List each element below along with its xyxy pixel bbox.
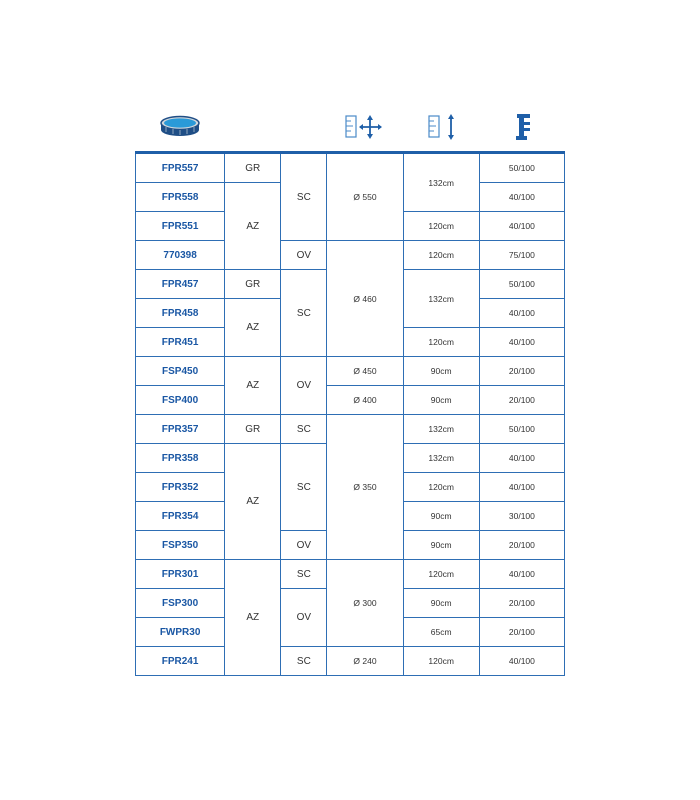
thickness-cell: 40/100	[479, 560, 564, 589]
height-cell: 132cm	[403, 444, 479, 473]
model-cell: FPR352	[136, 473, 225, 502]
model-cell: 770398	[136, 241, 225, 270]
wall-thickness-icon	[510, 112, 536, 147]
diameter-cell: Ø 300	[327, 560, 403, 647]
type-cell: SC	[281, 153, 327, 241]
diameter-width-icon	[344, 112, 384, 147]
table-row	[136, 386, 565, 415]
height-cell: 90cm	[403, 531, 479, 560]
color-cell: AZ	[225, 299, 281, 357]
color-cell: GR	[225, 270, 281, 299]
wall-height-icon	[427, 112, 459, 147]
model-cell: FWPR30	[136, 618, 225, 647]
height-cell: 132cm	[403, 415, 479, 444]
type-cell: SC	[281, 415, 327, 444]
thickness-cell: 50/100	[479, 153, 564, 183]
color-cell: AZ	[225, 560, 281, 676]
model-cell: FPR358	[136, 444, 225, 473]
model-cell: FPR301	[136, 560, 225, 589]
model-cell: FSP450	[136, 357, 225, 386]
type-cell: OV	[281, 241, 327, 270]
type-cell: OV	[281, 589, 327, 647]
model-cell: FSP350	[136, 531, 225, 560]
type-cell: SC	[281, 560, 327, 589]
thickness-cell: 20/100	[479, 531, 564, 560]
thickness-cell: 40/100	[479, 444, 564, 473]
height-cell: 132cm	[403, 153, 479, 212]
model-cell: FPR354	[136, 502, 225, 531]
table-row	[136, 357, 565, 386]
height-cell: 90cm	[403, 386, 479, 415]
color-cell: GR	[225, 153, 281, 183]
column-icon-header	[136, 112, 564, 150]
table-row	[136, 241, 565, 270]
thickness-cell: 20/100	[479, 589, 564, 618]
diameter-cell: Ø 240	[327, 647, 403, 676]
color-cell: AZ	[225, 444, 281, 560]
model-cell: FPR558	[136, 183, 225, 212]
type-cell: SC	[281, 647, 327, 676]
height-cell: 120cm	[403, 212, 479, 241]
model-cell: FPR241	[136, 647, 225, 676]
thickness-cell: 40/100	[479, 299, 564, 328]
model-cell: FPR458	[136, 299, 225, 328]
thickness-cell: 20/100	[479, 386, 564, 415]
thickness-cell: 40/100	[479, 183, 564, 212]
color-cell: AZ	[225, 357, 281, 415]
diameter-cell: Ø 550	[327, 153, 403, 241]
height-cell: 65cm	[403, 618, 479, 647]
color-cell: AZ	[225, 183, 281, 270]
table-row	[136, 415, 565, 444]
type-cell: OV	[281, 531, 327, 560]
thickness-cell: 50/100	[479, 270, 564, 299]
thickness-cell: 40/100	[479, 212, 564, 241]
type-cell: SC	[281, 444, 327, 531]
thickness-cell: 20/100	[479, 357, 564, 386]
thickness-cell: 40/100	[479, 328, 564, 357]
model-cell: FPR557	[136, 153, 225, 183]
type-cell: OV	[281, 357, 327, 415]
model-cell: FPR551	[136, 212, 225, 241]
spec-table	[135, 151, 565, 676]
height-cell: 90cm	[403, 502, 479, 531]
thickness-cell: 40/100	[479, 647, 564, 676]
thickness-cell: 40/100	[479, 473, 564, 502]
model-cell: FPR451	[136, 328, 225, 357]
thickness-cell: 30/100	[479, 502, 564, 531]
height-cell: 90cm	[403, 357, 479, 386]
thickness-cell: 50/100	[479, 415, 564, 444]
height-cell: 120cm	[403, 473, 479, 502]
height-cell: 120cm	[403, 647, 479, 676]
table-row	[136, 647, 565, 676]
model-cell: FPR457	[136, 270, 225, 299]
round-pool-icon	[158, 112, 202, 145]
height-cell: 120cm	[403, 560, 479, 589]
color-cell: GR	[225, 415, 281, 444]
height-cell: 90cm	[403, 589, 479, 618]
model-cell: FPR357	[136, 415, 225, 444]
table-row	[136, 560, 565, 589]
diameter-cell: Ø 460	[327, 241, 403, 357]
model-cell: FSP400	[136, 386, 225, 415]
height-cell: 120cm	[403, 241, 479, 270]
table-row	[136, 153, 565, 183]
diameter-cell: Ø 350	[327, 415, 403, 560]
height-cell: 120cm	[403, 328, 479, 357]
type-cell: SC	[281, 270, 327, 357]
diameter-cell: Ø 400	[327, 386, 403, 415]
thickness-cell: 20/100	[479, 618, 564, 647]
model-cell: FSP300	[136, 589, 225, 618]
thickness-cell: 75/100	[479, 241, 564, 270]
height-cell: 132cm	[403, 270, 479, 328]
diameter-cell: Ø 450	[327, 357, 403, 386]
